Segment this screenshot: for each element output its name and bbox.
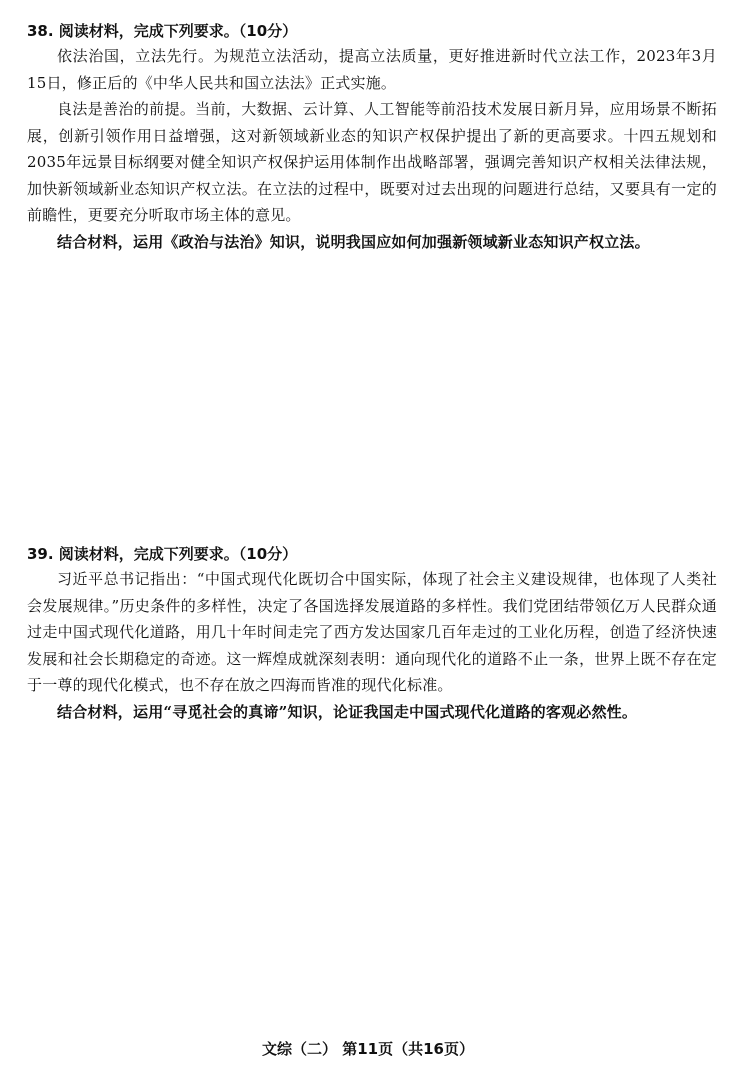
question-39: [27, 542, 717, 725]
page-footer: 文综（二） 第11页（共16页）: [262, 1040, 474, 1058]
question-38-paragraph-2: 良法是善治的前提。当前，大数据、云计算、人工智能等前沿技术发展日新月异，应用场景不断拓展，创新引领作用日益增强，这对新领域新业态的知识产权保护提出了新的更高要求。十四五规划和2035年远景目标纲要对健全知识产权保护运用体制作出战略部署，强调完善知识产权相关法律法规，加快新领域新业态知识产权立法。在立法的过程中，既要对过去出现的问题进行总结，又要具有一定的前瞻性，更要充分听取市场主体的意见。: [27, 100, 717, 224]
question-38: [27, 19, 717, 255]
question-39-paragraph-1: 习近平总书记指出：“中国式现代化既切合中国实际，体现了社会主义建设规律，也体现了人类社会发展规律。”历史条件的多样性，决定了各国选择发展道路的多样性。我们党团结带领亿万人民群众通过走中国式现代化道路，用几十年时间走完了西方发达国家几百年走过的工业化历程，创造了经济快速发展和社会长期稳定的奇迹。这一辉煌成就深刻表明：通向现代化的道路不止一条，世界上既不存在定于一尊的现代化模式，也不存在放之四海而皆准的现代化标准。: [27, 570, 717, 694]
question-39-prompt: 结合材料，运用“寻觅社会的真谛”知识，论证我国走中国式现代化道路的客观必然性。: [57, 702, 638, 721]
question-38-prompt: 结合材料，运用《政治与法治》知识，说明我国应如何加强新领域新业态知识产权立法。: [57, 232, 650, 251]
question-38-paragraph-1: 依法治国，立法先行。为规范立法活动，提高立法质量，更好推进新时代立法工作，2023年3月15日，修正后的《中华人民共和国立法法》正式实施。: [27, 47, 717, 92]
question-39-title: 39. 阅读材料，完成下列要求。（10分）: [27, 545, 298, 563]
question-38-title: 38. 阅读材料，完成下列要求。（10分）: [27, 22, 298, 40]
